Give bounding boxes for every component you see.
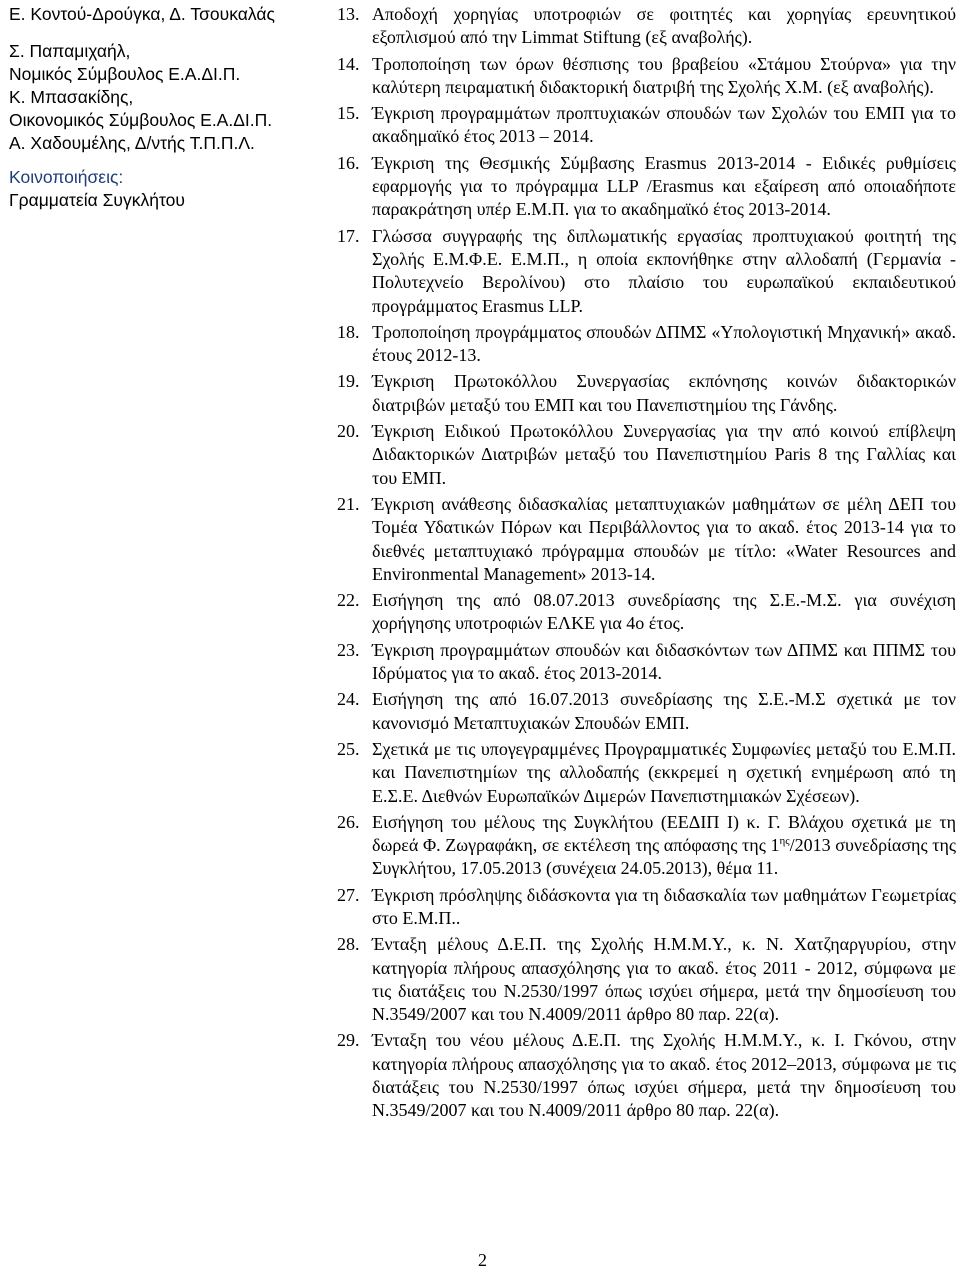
item-number: 19. [337,371,360,392]
recipient-line: Νομικός Σύμβουλος Ε.Α.ΔΙ.Π. [9,64,241,84]
agenda-item [322,370,956,417]
agenda-item [322,102,956,149]
recipient-line: Οικονομικός Σύμβουλος Ε.Α.ΔΙ.Π. [9,110,273,130]
item-text: Έγκριση προγραμμάτων προπτυχιακών σπουδών των Σχολών του ΕΜΠ για το ακαδημαϊκό έτος 2013 – 2014. [372,103,956,147]
agenda-item [322,420,956,490]
agenda-item [322,225,956,318]
item-number: 27. [337,884,360,905]
item-text: Έγκριση προγραμμάτων σπουδών και διδασκόντων των ΔΠΜΣ και ΠΠΜΣ του Ιδρύματος για το ακαδ. έτος 2013-2014. [372,639,956,684]
item-text: Ένταξη του νέου μέλους Δ.Ε.Π. της Σχολής Η.Μ.Μ.Υ., κ. Ι. Γκόνου, στην κατηγορία πλήρους απασχόλησης για το ακαδ. έτος 2012–2013, σύμφωνα με τις διατάξεις του Ν.2530/1997 όπως ισχύει σήμερα, μετά την δημοσίευση του Ν.3549/2007 και του Ν.4009/2011 άρθρο 80 παρ. 22(α). [372,1030,956,1121]
item-number: 24. [337,689,360,710]
item-text: Εισήγηση της από 16.07.2013 συνεδρίασης της Σ.Ε.-Μ.Σ σχετικά με τον κανονισμό Μεταπτυχιακών Σπουδών ΕΜΠ. [372,689,956,733]
item-text: Έγκριση Πρωτοκόλλου Συνεργασίας εκπόνησης κοινών διδακτορικών διατριβών μεταξύ του ΕΜΠ και του Πανεπιστημίου της Γάνδης. [372,371,956,415]
item-text: Ένταξη μέλους Δ.Ε.Π. της Σχολής Η.Μ.Μ.Υ., κ. Ν. Χατζηαργυρίου, στην κατηγορία πλήρους απασχόλησης για το ακαδ. έτος 2011 - 2012, σύμφωνα με τις διατάξεις του Ν.2530/1997 όπως ισχύει σήμερα, μετά την δημοσίευση του Ν.3549/2007 και του Ν.4009/2011 άρθρο 80 παρ. 22(α). [372,934,956,1025]
item-number: 26. [337,811,360,832]
agenda-item [322,493,956,586]
agenda-item [322,688,956,735]
item-text: Σχετικά με τις υπογεγραμμένες Προγραμματικές Συμφωνίες μεταξύ του Ε.Μ.Π. και Πανεπιστημίων της αλλοδαπής (εκκρεμεί η σχετική ενημέρωση από τη Ε.Σ.Ε. Διεθνών Ευρωπαϊκών Διμερών Πανεπιστημιακών Σχέσεων). [372,738,956,806]
agenda-item [322,321,956,368]
item-number: 28. [337,934,360,955]
item-text: Έγκριση ανάθεσης διδασκαλίας μεταπτυχιακών μαθημάτων σε μέλη ΔΕΠ του Τομέα Υδατικών Πόρων και Περιβάλλοντος για το ακαδ. έτος 2013-14 για το διεθνές μεταπτυχιακό πρόγραμμα σπουδών με τίτλο: «Water Resources and Environmental Management» 2013-14. [372,493,956,584]
item-number: 25. [337,738,360,759]
item-number: 14. [337,53,360,74]
agenda-item [322,53,956,100]
item-text-after: /2013 συνεδρίασης της Συγκλήτου, 17.05.2013 (συνέχεια 24.05.2013), θέμα 11. [372,835,957,879]
item-text: Αποδοχή χορηγίας υποτροφιών σε φοιτητές και χορηγίας ερευνητικού εξοπλισμού από την Limmat Stiftung (εξ αναβολής). [372,4,956,48]
agenda-item [322,738,956,808]
recipient-line: Κ. Μπασακίδης, [9,87,134,107]
item-number: 20. [337,421,360,442]
notification-recipient: Γραμματεία Συγκλήτου [9,190,185,210]
item-text-before: Εισήγηση του μέλους της Συγκλήτου (ΕΕΔΙΠ Ι) κ. Γ. Βλάχου σχετικά με τη δωρεά Φ. Ζωγραφάκη, σε εκτέλεση της απόφασης της 1 [372,811,956,856]
agenda-item [322,884,956,931]
agenda-item [322,152,956,222]
item-number: 18. [337,321,360,342]
item-text: Τροποποίηση προγράμματος σπουδών ΔΠΜΣ «Υπολογιστική Μηχανική» ακαδ. έτους 2012-13. [372,321,956,366]
recipient-line: Α. Χαδουμέλης, Δ/ντής Τ.Π.Π.Λ. [9,133,255,153]
notification-heading: Κοινοποιήσεις: [9,167,124,187]
item-number: 29. [337,1030,360,1051]
item-number: 21. [337,493,360,514]
agenda-list [322,3,956,1126]
agenda-item [322,3,956,50]
agenda-item [322,639,956,686]
item-number: 23. [337,639,360,660]
item-text: Έγκριση πρόσληψης διδάσκοντα για τη διδασκαλία των μαθημάτων Γεωμετρίας στο Ε.Μ.Π.. [372,884,956,928]
item-text: Γλώσσα συγγραφής της διπλωματικής εργασίας προπτυχιακού φοιτητή της Σχολής Ε.Μ.Φ.Ε. Ε.Μ.Π., η οποία εκπονήθηκε στην αλλοδαπή (Γερμανία - Πολυτεχνείο Βερολίνου) στο πλαίσιο του ευρωπαϊκού εκπαιδευτικού προγράμματος Erasmus LLP. [372,225,956,316]
agenda-item [322,811,956,881]
ordinal-superscript: ης [779,835,790,848]
item-number: 22. [337,590,360,611]
recipients-column [9,3,309,212]
page-number: 2 [478,1250,487,1270]
item-text: Εισήγηση της από 08.07.2013 συνεδρίασης της Σ.Ε.-Μ.Σ. για συνέχιση χορήγησης υποτροφιών ΕΛΚΕ για 4ο έτος. [372,590,956,634]
recipient-line: Σ. Παπαμιχαήλ, [9,41,131,61]
recipient-line: Ε. Κοντού-Δρούγκα, Δ. Τσουκαλάς [9,4,275,24]
item-text: Έγκριση της Θεσμικής Σύμβασης Erasmus 2013-2014 - Ειδικές ρυθμίσεις εφαρμογής για το πρόγραμμα LLP /Erasmus και εξαίρεση από οποιαδήποτε παρακράτηση υπέρ Ε.Μ.Π. για το ακαδημαϊκό έτος 2013-2014. [372,152,956,220]
item-text: Τροποποίηση των όρων θέσπισης του βραβείου «Στάμου Στούρνα» για την καλύτερη πειραματική διδακτορική διατριβή της Σχολής Χ.Μ. (εξ αναβολής). [372,53,956,97]
agenda-item [322,589,956,636]
item-text: Έγκριση Ειδικού Πρωτοκόλλου Συνεργασίας για την από κοινού επίβλεψη Διδακτορικών Διατριβών μεταξύ του Πανεπιστημίου Paris 8 της Γαλλίας και του ΕΜΠ. [372,421,956,488]
agenda-item [322,1029,956,1122]
spacer [9,26,309,40]
item-number: 13. [337,4,360,24]
agenda-item [322,933,956,1026]
spacer [9,155,309,166]
item-number: 17. [337,225,360,246]
item-number: 15. [337,103,360,124]
item-number: 16. [337,152,360,173]
